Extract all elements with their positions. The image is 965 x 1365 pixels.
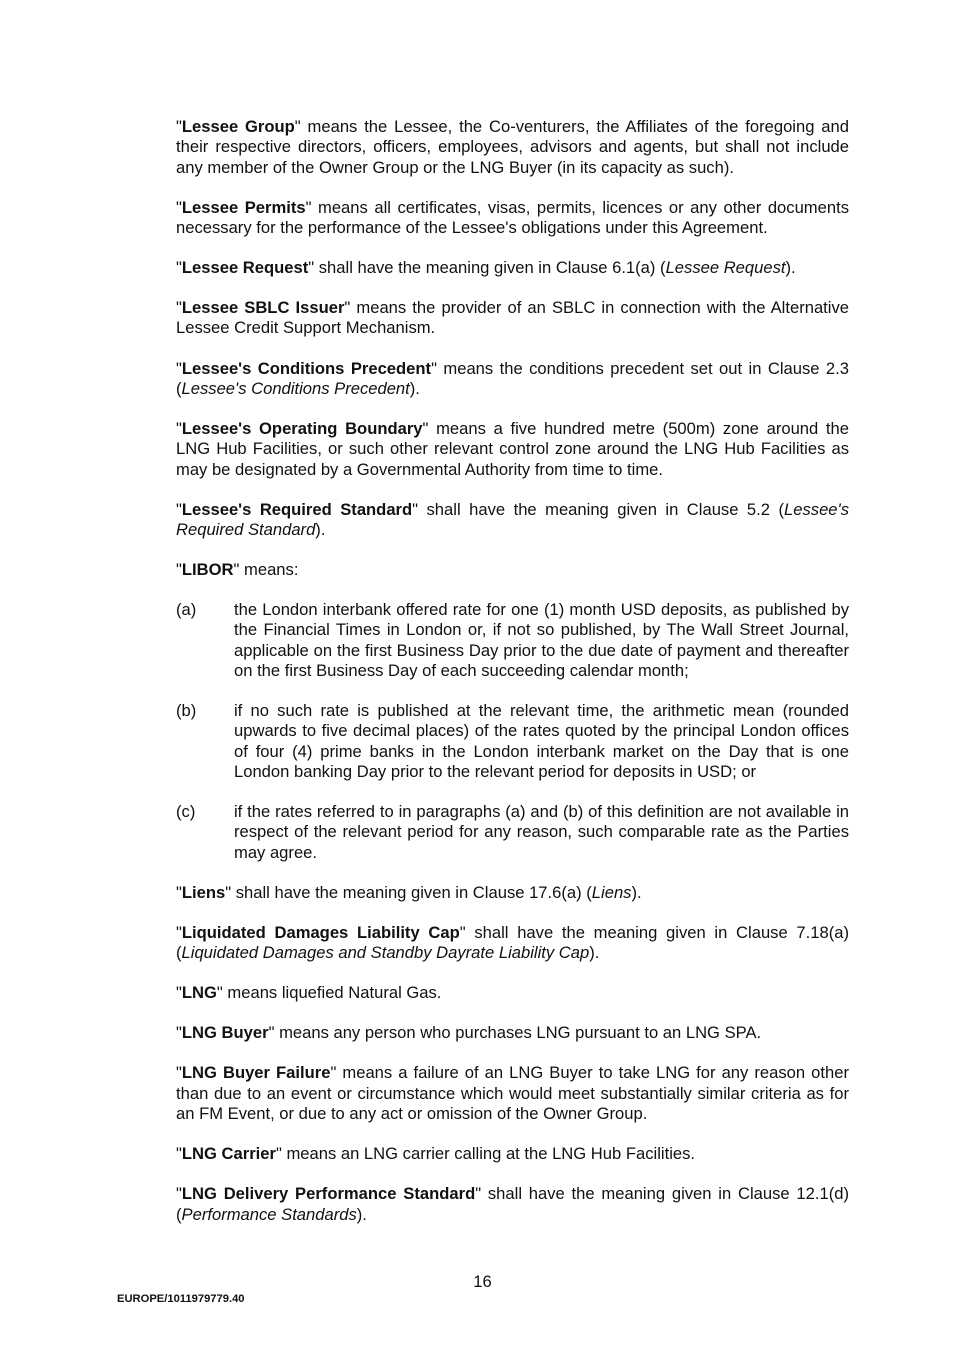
document-body [176,117,849,1245]
list-item-text: if the rates referred to in paragraphs (a) and (b) of this definition are not available in respect of the relevant period for any reason, such comparable rate as the Parties may agree. [234,802,849,862]
definition-text: ). [785,258,796,278]
definition-text: means the conditions precedent set out in Clause 2.3 ( [176,358,849,398]
clause-reference: Lessee's Conditions Precedent [181,378,410,398]
definition-text: ). [409,378,420,398]
definition-paragraph: "Lessee SBLC Issuer" means the provider of an SBLC in connection with the Alternative Lessee Credit Support Mechanism. [176,298,850,338]
definition-text: shall have the meaning given in Clause 7.18(a) ( [176,922,849,963]
clause-reference: Performance Standards [181,1204,357,1224]
clause-reference: Liens [591,882,632,902]
definition-text: ). [315,519,326,539]
definition-text: ). [631,882,642,902]
defined-term: LNG Delivery Performance Standard [181,1184,476,1204]
definition-list-item [176,802,849,863]
defined-term: Lessee's Conditions Precedent [181,358,432,378]
definition-text: shall have the meaning given in Clause 6.1(a) ( [314,258,666,278]
defined-term: LNG [181,983,217,1003]
definition-text: ). [589,943,600,963]
definition-text: shall have the meaning given in Clause 17.6(a) ( [231,882,592,902]
defined-term: Lessee's Required Standard [181,499,413,519]
definition-paragraph: "Lessee's Operating Boundary" means a five hundred metre (500m) zone around the LNG Hub Facilities, or such other relevant control zone around the LNG Hub Facilities as may be designated by a Governmental Authority from time to time. [176,418,850,479]
page-number: 16 [473,1272,492,1291]
definition-text: means the Lessee, the Co-venturers, the Affiliates of the foregoing and their respective directors, officers, employees, advisors and agents, but shall not include any member of the Owner Group or the LNG Buyer (in its capacity as such). [176,117,849,177]
document-reference: EUROPE/1011979779.40 [117,1293,245,1305]
clause-reference: Lessee's Required Standard [176,499,849,539]
defined-term: Lessee Permits [181,197,306,217]
defined-term: LNG Buyer Failure [181,1063,331,1083]
definition-list-item [176,701,849,782]
definition-text: means an LNG carrier calling at the LNG Hub Facilities. [281,1144,696,1164]
definition-paragraph: "LIBOR" means: [176,560,299,580]
list-item-label: (b) [176,701,197,721]
defined-term: LIBOR [181,560,234,580]
defined-term: Lessee SBLC Issuer [181,298,345,318]
list-item-label: (a) [176,600,197,620]
list-item-text: if no such rate is published at the relevant time, the arithmetic mean (rounded upwards to five decimal places) of the rates quoted by the principal London offices of four (4) prime banks in the London interbank market on the Day that is one London banking Day prior to the relevant period for deposits in USD; or [234,701,849,781]
definition-text: means any person who purchases LNG pursuant to an LNG SPA. [274,1023,762,1043]
definition-list-item [176,600,849,681]
definition-text: means all certificates, visas, permits, licences or any other documents necessary for the performance of the Lessee's obligations under this Agreement. [176,197,849,237]
clause-reference: Liquidated Damages and Standby Dayrate Liability Cap [181,943,590,963]
definition-text: shall have the meaning given in Clause 12.1(d) ( [176,1184,849,1224]
definition-paragraph: "LNG Buyer" means any person who purchases LNG pursuant to an LNG SPA. [176,1023,762,1043]
definition-text: means the provider of an SBLC in connection with the Alternative Lessee Credit Support Mechanism. [176,298,850,338]
definition-text: means a failure of an LNG Buyer to take LNG for any reason other than due to an event or circumstance which would meet substantially similar criteria as for an FM Event, or due to any act or omission of the Owner Group. [176,1063,849,1124]
defined-term: Lessee's Operating Boundary [181,418,423,438]
definition-paragraph: "Liquidated Damages Liability Cap" shall have the meaning given in Clause 7.18(a) (Liquidated Damages and Standby Dayrate Liability Cap). [176,922,849,963]
defined-term: Lessee Group [181,117,295,136]
definition-paragraph: "Lessee Permits" means all certificates, visas, permits, licences or any other documents necessary for the performance of the Lessee's obligations under this Agreement. [176,197,849,237]
defined-term: Lessee Request [181,258,309,278]
definition-text: means a five hundred metre (500m) zone around the LNG Hub Facilities, or such other relevant control zone around the LNG Hub Facilities as may be designated by a Governmental Authority from time to time. [176,418,850,479]
list-item-label: (c) [176,802,196,822]
clause-reference: Lessee Request [665,258,786,278]
defined-term: LNG Carrier [181,1144,276,1164]
definition-text: means liquefied Natural Gas. [222,983,442,1003]
definition-text: ). [356,1204,367,1224]
definition-paragraph: "Lessee Request" shall have the meaning given in Clause 6.1(a) (Lessee Request). [176,258,796,278]
defined-term: Liquidated Damages Liability Cap [181,922,460,942]
definition-text: shall have the meaning given in Clause 5.2 ( [418,499,785,519]
definition-paragraph: "Lessee's Required Standard" shall have the meaning given in Clause 5.2 (Lessee's Required Standard). [176,499,849,539]
definition-paragraph: "LNG" means liquefied Natural Gas. [176,983,442,1003]
definition-paragraph: "LNG Buyer Failure" means a failure of an LNG Buyer to take LNG for any reason other than due to an event or circumstance which would meet substantially similar criteria as for an FM Event, or due to any act or omission of the Owner Group. [176,1063,849,1124]
definition-paragraph: "LNG Delivery Performance Standard" shall have the meaning given in Clause 12.1(d) (Performance Standards). [176,1184,849,1224]
definition-paragraph: "Lessee Group" means the Lessee, the Co-venturers, the Affiliates of the foregoing and their respective directors, officers, employees, advisors and agents, but shall not include any member of the Owner Group or the LNG Buyer (in its capacity as such). [176,117,849,177]
definition-paragraph: "Liens" shall have the meaning given in Clause 17.6(a) (Liens). [176,882,642,902]
definition-paragraph: "Lessee's Conditions Precedent" means the conditions precedent set out in Clause 2.3 (Lessee's Conditions Precedent). [176,358,849,398]
list-item-text: the London interbank offered rate for one (1) month USD deposits, as published by the Financial Times in London or, if not so published, by The Wall Street Journal, applicable on the first Business Day prior to the due date of payment and thereafter on the first Business Day of each succeeding calendar month; [234,600,849,681]
defined-term: Liens [181,882,226,902]
definition-text: means: [239,560,299,580]
definition-paragraph: "LNG Carrier" means an LNG carrier calling at the LNG Hub Facilities. [176,1144,696,1164]
defined-term: LNG Buyer [181,1023,269,1043]
